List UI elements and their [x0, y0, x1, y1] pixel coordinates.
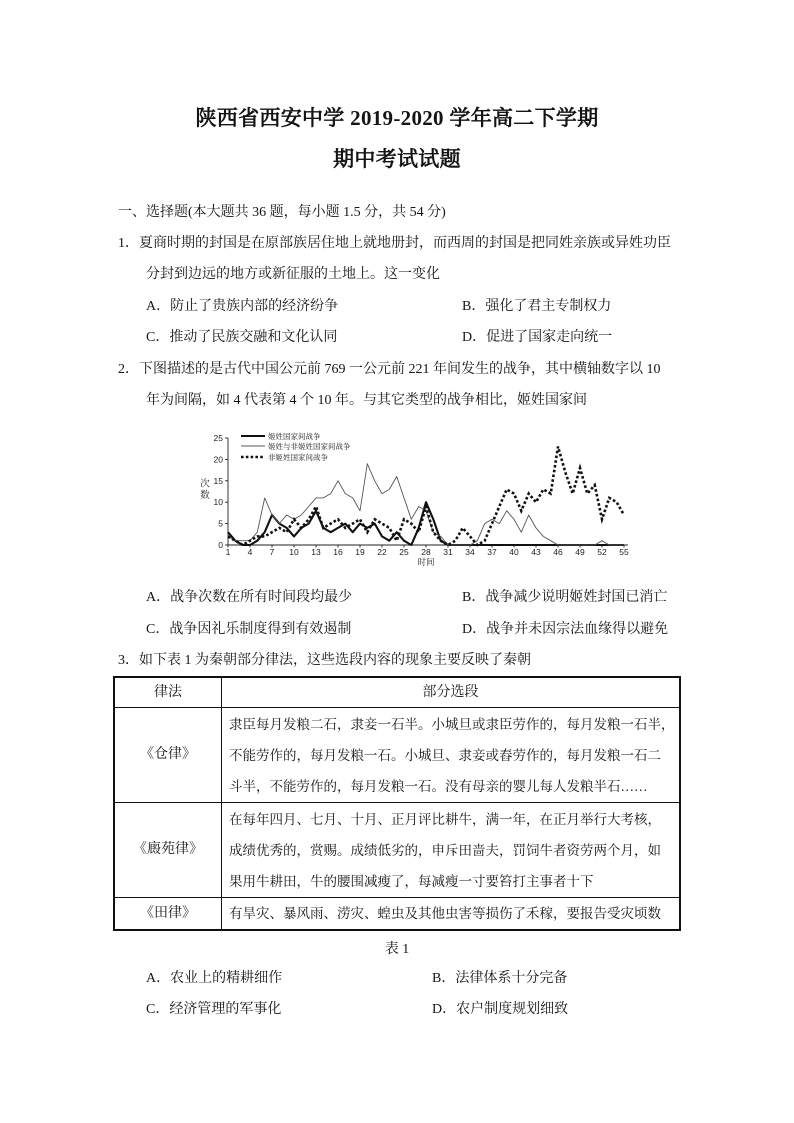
- y-tick-label: 20: [213, 454, 223, 465]
- y-tick-label: 0: [218, 540, 223, 550]
- option-d: D．农户制度规划细致: [432, 1002, 569, 1017]
- header-label: 部分选段: [422, 684, 479, 700]
- table-row-law-name: [115, 898, 222, 929]
- legend-label: 非姬姓国家间战争: [268, 453, 328, 462]
- x-tick-label: 25: [399, 547, 409, 557]
- series-line-ji-ji: [228, 502, 624, 545]
- x-tick-label: 22: [377, 547, 387, 557]
- x-tick-label: 37: [487, 547, 497, 557]
- law-name: 《廄苑律》: [133, 842, 203, 857]
- excerpt-line: 有旱灾、暴风雨、涝灾、蝗虫及其他虫害等损伤了禾稼，要报告受灾顷数: [229, 906, 661, 921]
- law-name: 《仓律》: [140, 747, 196, 762]
- option-a: A．农业上的精耕细作: [146, 971, 283, 986]
- question-stem-line: 3．如下表 1 为秦朝部分律法，这些选段内容的现象主要反映了秦朝: [118, 653, 531, 668]
- x-tick-label: 13: [311, 547, 321, 557]
- option-a: A．战争次数在所有时间段均最少: [146, 590, 353, 605]
- table-row-excerpt: [222, 803, 679, 898]
- excerpt-line: 果用牛耕田，牛的腰围减瘦了，每减瘦一寸要笞打主事者十下: [229, 873, 594, 889]
- exam-title: 陕西省西安中学 2019-2020 学年高二下学期: [195, 106, 599, 130]
- question-stem-line: 年为间隔，如 4 代表第 4 个 10 年。与其它类型的战争相比，姬姓国家间: [146, 393, 587, 408]
- x-tick-label: 7: [269, 547, 275, 557]
- table-header-excerpt: [222, 678, 679, 708]
- option-a: A．防止了贵族内部的经济纷争: [146, 299, 339, 314]
- option-b: B．法律体系十分完备: [432, 971, 568, 986]
- table-row-law-name: [115, 708, 222, 803]
- y-tick-label: 5: [218, 518, 223, 529]
- option-c: C．战争因礼乐制度得到有效遏制: [146, 622, 352, 637]
- table-row-law-name: [115, 803, 222, 898]
- excerpt-line: 成绩优秀的，赏赐。成绩低劣的，申斥田啬夫，罚饲牛者资劳两个月，如: [229, 842, 661, 858]
- option-c: C．经济管理的军事化: [146, 1002, 282, 1017]
- war-frequency-chart: [186, 428, 638, 573]
- x-tick-label: 40: [509, 547, 519, 557]
- legend-item-ji-ji: [241, 431, 321, 441]
- x-tick-label: 31: [443, 547, 453, 557]
- x-tick-label: 55: [619, 547, 629, 557]
- question-stem-line: 1．夏商时期的封国是在原部族居住地上就地册封，而西周的封国是把同姓亲族或异姓功臣: [118, 236, 671, 251]
- x-tick-label: 28: [421, 547, 431, 557]
- x-tick-label: 43: [531, 547, 541, 557]
- legend-item-ji-nonji: [241, 441, 351, 451]
- excerpt-line: 斗半，不能劳作的，每月发粮一石。没有母亲的婴儿每人发粮半石……: [229, 778, 648, 794]
- question-stem-line: 2．下图描述的是古代中国公元前 769 一公元前 221 年间发生的战争，其中横轴数字以 10: [118, 362, 661, 377]
- x-tick-label: 34: [465, 547, 475, 557]
- x-axis-title: 时间: [417, 557, 435, 567]
- x-tick-label: 1: [225, 547, 231, 557]
- x-tick-label: 16: [333, 547, 343, 557]
- law-name: 《田律》: [140, 905, 196, 921]
- x-tick-label: 52: [597, 547, 607, 557]
- table-caption: 表 1: [384, 942, 410, 957]
- option-d: D．战争并未因宗法血缘得以避免: [462, 622, 669, 637]
- option-c: C．推动了民族交融和文化认同: [146, 330, 338, 345]
- option-b: B．强化了君主专制权力: [462, 299, 612, 314]
- x-tick-label: 49: [575, 547, 585, 557]
- header-label: 律法: [154, 684, 182, 700]
- chart-legend: [241, 431, 351, 462]
- excerpt-line: 隶臣每月发粮二石，隶妾一石半。小城旦或隶臣劳作的，每月发粮一石半，: [229, 716, 675, 732]
- x-tick-label: 4: [247, 547, 253, 557]
- exam-subtitle: 期中考试试题: [333, 147, 461, 171]
- chart-canvas: [186, 428, 638, 573]
- table-row-excerpt: [222, 708, 679, 803]
- question-stem-line: 分封到边远的地方或新征服的土地上。这一变化: [146, 267, 440, 282]
- y-tick-label: 10: [213, 497, 223, 508]
- x-tick-label: 10: [289, 547, 299, 557]
- excerpt-line: 在每年四月、七月、十月、正月评比耕牛，满一年，在正月举行大考核，: [229, 811, 661, 827]
- option-d: D．促进了国家走向统一: [462, 330, 613, 345]
- legend-label: 姬姓与非姬姓国家间战争: [268, 442, 351, 451]
- y-tick-label: 25: [213, 433, 223, 443]
- x-tick-label: 46: [553, 547, 563, 557]
- table-header-law: [115, 678, 222, 708]
- qin-law-table: [113, 676, 681, 931]
- y-tick-label: 15: [213, 475, 223, 486]
- legend-item-nonji-nonji: [241, 452, 328, 462]
- section-heading: 一、选择题(本大题共 36 题，每小题 1.5 分，共 54 分): [118, 205, 446, 220]
- excerpt-line: 不能劳作的，每月发粮一石。小城旦、隶妾或舂劳作的，每月发粮一石二: [229, 747, 661, 763]
- y-axis-title: 次数: [198, 478, 209, 501]
- x-tick-label: 19: [355, 547, 365, 557]
- table-row-excerpt: [222, 898, 679, 929]
- option-b: B．战争减少说明姬姓封国已消亡: [462, 590, 668, 605]
- legend-label: 姬姓国家间战争: [268, 432, 321, 441]
